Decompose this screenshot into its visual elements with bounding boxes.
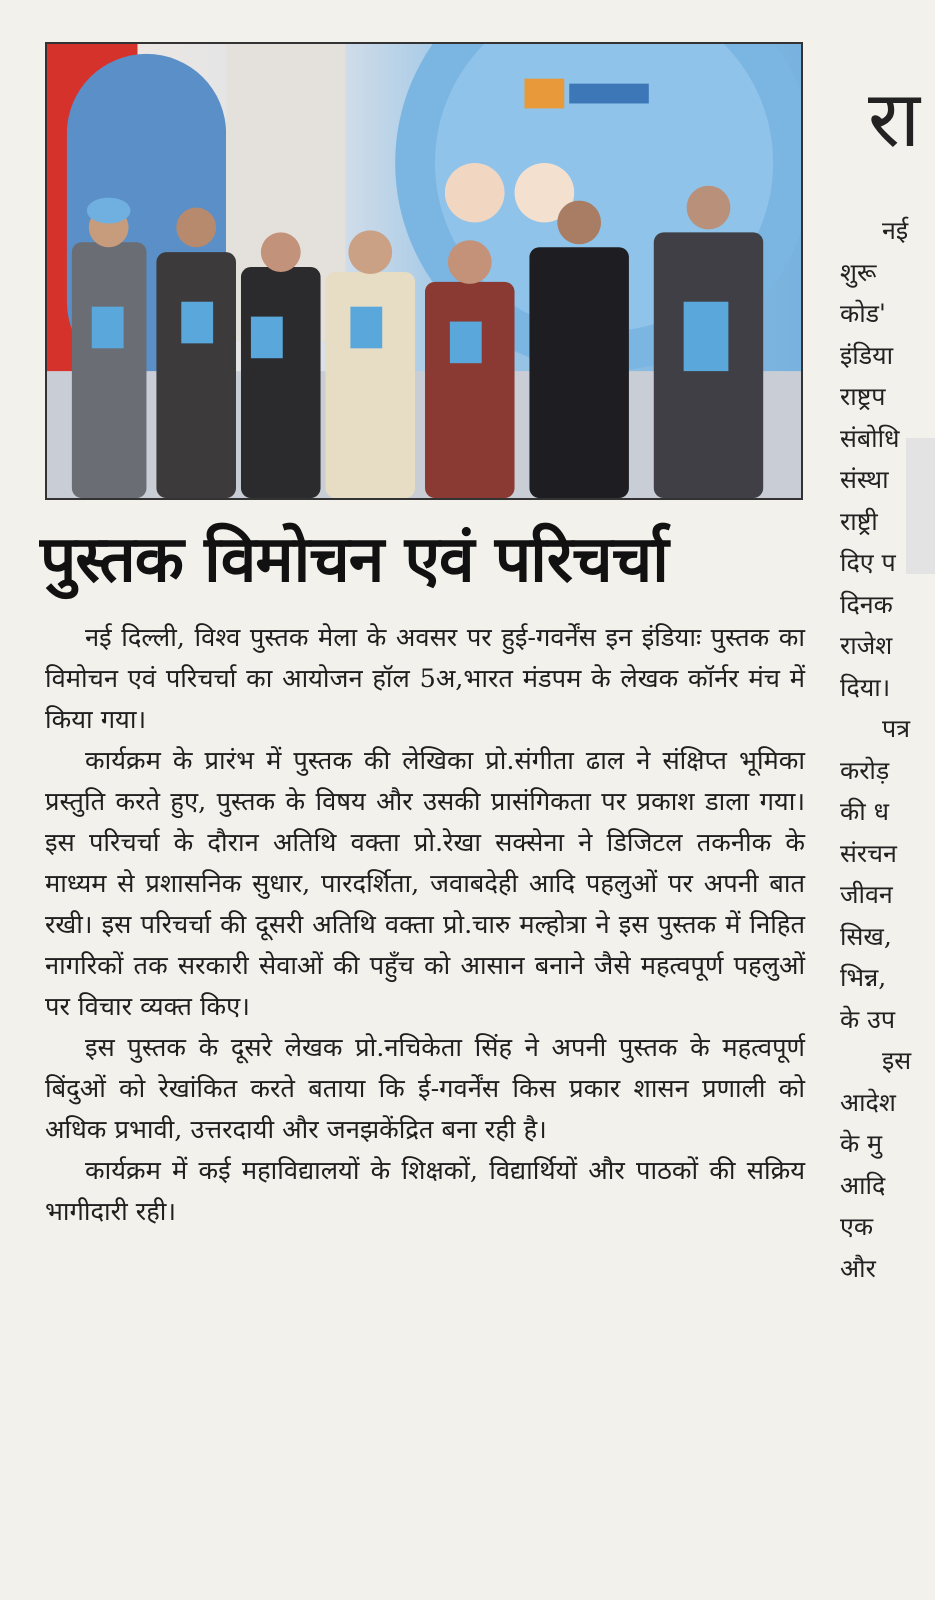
- article-paragraph: कार्यक्रम में कई महाविद्यालयों के शिक्षकों, विद्यार्थियों और पाठकों की सक्रिय भागीदारी रही।: [45, 1156, 805, 1227]
- adjacent-line: आदि: [840, 1170, 886, 1200]
- adjacent-column: [830, 40, 935, 1600]
- adjacent-line: के उप: [840, 1004, 896, 1034]
- article-paragraph: कार्यक्रम के प्रारंभ में पुस्तक की लेखिका प्रो.संगीता ढाल ने संक्षिप्त भूमिका प्रस्तुति करते हुए, पुस्तक के विषय और उसकी प्रासंगिकता पर प्रकाश डाला गया। इस परिचर्चा के दौरान अतिथि वक्ता प्रो.रेखा सक्सेना ने डिजिटल तकनीक के माध्यम से प्रशासनिक सुधार, पारदर्शिता, जवाबदेही आदि पहलुओं पर अपनी बात रखी। इस परिचर्चा की दूसरी अतिथि वक्ता प्रो.चारु मल्होत्रा ने इस पुस्तक में निहित नागरिकों तक सरकारी सेवाओं की पहुँच को आसान बनाने जैसे महत्वपूर्ण पहलुओं पर विचार व्यक्त किए।: [45, 746, 806, 1022]
- book-launch-photo-illustration: [47, 44, 801, 498]
- adjacent-line: संरचन: [840, 838, 897, 868]
- article-headline: पुस्तक विमोचन एवं परिचर्चा: [40, 523, 668, 597]
- adjacent-line: दिए प: [840, 548, 896, 577]
- article-body: [45, 618, 805, 1233]
- article-paragraph: इस पुस्तक के दूसरे लेखक प्रो.नचिकेता सिंह ने अपनी पुस्तक के महत्वपूर्ण बिंदुओं को रेखांकित करते बताया कि ई-गवर्नेंस किस प्रकार शासन प्रणाली को अधिक प्रभावी, उत्तरदायी और जनझकेंद्रित बना रही है।: [45, 1033, 805, 1145]
- adjacent-line: के मु: [840, 1129, 883, 1158]
- adjacent-line: और: [840, 1253, 876, 1283]
- adjacent-column-text: [840, 210, 935, 1289]
- adjacent-line: आदेश: [840, 1087, 896, 1117]
- adjacent-line: राष्ट्रप: [840, 382, 886, 411]
- adjacent-line: संस्था: [840, 465, 889, 494]
- adjacent-line: जीवन: [840, 880, 893, 909]
- adjacent-line: राजेश: [840, 631, 893, 660]
- adjacent-line: दिनक: [840, 589, 893, 619]
- adjacent-line: कोड': [840, 299, 886, 328]
- adjacent-line: संबोधि: [840, 423, 900, 453]
- adjacent-line: दिया।: [840, 672, 891, 702]
- adjacent-headline: रा: [868, 75, 921, 165]
- event-photo: [45, 42, 803, 500]
- adjacent-line: इस: [882, 1046, 912, 1075]
- adjacent-line: नई: [882, 216, 909, 245]
- adjacent-line: करोड़: [840, 755, 890, 785]
- adjacent-line: की ध: [840, 797, 889, 826]
- adjacent-line: सिख,: [840, 921, 892, 951]
- page-edge-shadow: [906, 438, 935, 574]
- article-paragraph: नई दिल्ली, विश्व पुस्तक मेला के अवसर पर हुई-गवर्नेंस इन इंडियाः पुस्तक का विमोचन एवं परिचर्चा का आयोजन हॉल 5अ,भारत मंडपम के लेखक कॉर्नर मंच में किया गया।: [45, 623, 805, 735]
- adjacent-line: शुरू: [840, 257, 877, 287]
- adjacent-line: एक: [840, 1212, 874, 1241]
- adjacent-line: राष्ट्री: [840, 506, 878, 536]
- adjacent-line: पत्र: [882, 714, 911, 743]
- adjacent-line: भिन्न,: [840, 963, 887, 992]
- adjacent-line: इंडिया: [840, 340, 894, 370]
